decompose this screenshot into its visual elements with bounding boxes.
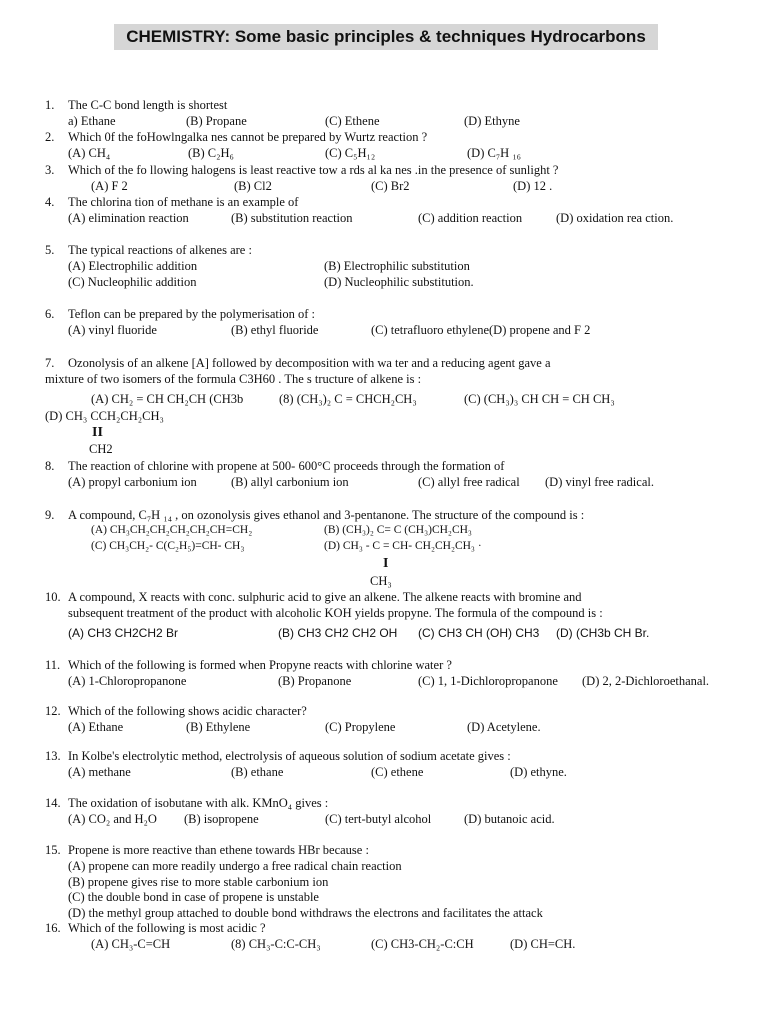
- q1-number: 1.: [45, 98, 55, 112]
- q8-number: 8.: [45, 459, 55, 473]
- q3-option-a: (A) F 2: [91, 179, 128, 193]
- q16-option-a: (A) CH₃-C=CH: [91, 937, 171, 951]
- q7-option-d: (D) CH₃ CCH₂CH₂CH₃: [45, 409, 164, 423]
- q9-option-b: (B) (CH₃)₂ C= C (CH₃)CH₂CH₃: [324, 524, 472, 536]
- q14-option-c: (C) tert-butyl alcohol: [325, 812, 432, 826]
- q12-option-b: (B) Ethylene: [186, 720, 251, 734]
- q3-option-c: (C) Br2: [371, 179, 410, 193]
- q8-text: The reaction of chlorine with propene at 500- 600°C proceeds through the formation of: [68, 459, 505, 473]
- q4-option-c: (C) addition reaction: [418, 211, 523, 225]
- q1-option-a: a) Ethane: [68, 114, 116, 128]
- q12-option-a: (A) Ethane: [68, 720, 124, 734]
- q11-option-a: (A) 1-Chloropropanone: [68, 674, 187, 688]
- q7-substituent: CH2: [89, 442, 113, 456]
- q10-option-c: (C) CH3 CH (OH) CH3: [418, 626, 540, 640]
- q14-number: 14.: [45, 796, 61, 810]
- q12-number: 12.: [45, 704, 61, 718]
- page-title: CHEMISTRY: Some basic principles & techniques Hydrocarbons: [114, 24, 658, 50]
- q7-double-bond-mark: II: [92, 425, 103, 440]
- q14-option-a: (A) CO₂ and H₂O: [68, 812, 157, 826]
- q6-option-a: (A) vinyl fluoride: [68, 323, 157, 337]
- q6-number: 6.: [45, 307, 55, 321]
- q2-option-c: (C) C₅H₁₂: [325, 146, 376, 160]
- q10-option-a: (A) CH3 CH2CH2 Br: [68, 626, 179, 640]
- q5-option-a: (A) Electrophilic addition: [68, 259, 198, 273]
- q16-number: 16.: [45, 921, 61, 935]
- q8-option-b: (B) allyl carbonium ion: [231, 475, 349, 489]
- q11-option-c: (C) 1, 1-Dichloropropanone: [418, 674, 558, 688]
- q9-option-d: (D) CH₃ - C = CH- CH₂CH₂CH₃ ·: [324, 540, 482, 552]
- q3-number: 3.: [45, 163, 55, 177]
- q12-option-d: (D) Acetylene.: [467, 720, 541, 734]
- q7-option-c: (C) (CH₃)₃ CH CH = CH CH₃: [464, 392, 615, 406]
- q9-text: A compound, C₇H ₁₄ , on ozonolysis gives ethanol and 3-pentanone. The structure of the compound is :: [68, 508, 585, 522]
- q5-number: 5.: [45, 243, 55, 257]
- q1-option-d: (D) Ethyne: [464, 114, 520, 128]
- q2-option-b: (B) C₂H₆: [188, 146, 234, 160]
- q15-option-c: (C) the double bond in case of propene is unstable: [68, 890, 319, 904]
- q7-text: Ozonolysis of an alkene [A] followed by decomposition with wa ter and a reducing agent gave a: [68, 356, 551, 370]
- q14-option-b: (B) isopropene: [184, 812, 259, 826]
- q15-text: Propene is more reactive than ethene towards HBr because :: [68, 843, 369, 857]
- q15-option-b: (B) propene gives rise to more stable carbonium ion: [68, 875, 329, 889]
- q7-text-continued: mixture of two isomers of the formula C3H60 . The s tructure of alkene is :: [45, 372, 422, 386]
- q8-option-c: (C) allyl free radical: [418, 475, 520, 489]
- q9-option-a: (A) CH₃CH₂CH₂CH₂CH₂CH=CH₂: [91, 524, 253, 536]
- q13-option-a: (A) methane: [68, 765, 131, 779]
- q11-text: Which of the following is formed when Propyne reacts with chlorine water ?: [68, 658, 452, 672]
- q4-option-b: (B) substitution reaction: [231, 211, 353, 225]
- q7-option-a: (A) CH₂ = CH CH₂CH (CH3b: [91, 392, 244, 406]
- q11-option-b: (B) Propanone: [278, 674, 352, 688]
- q6-text: Teflon can be prepared by the polymerisation of :: [68, 307, 315, 321]
- q5-text: The typical reactions of alkenes are :: [68, 243, 252, 257]
- q14-option-d: (D) butanoic acid.: [464, 812, 555, 826]
- q1-option-c: (C) Ethene: [325, 114, 380, 128]
- q14-text: The oxidation of isobutane with alk. KMnO₄ gives :: [68, 796, 329, 810]
- q5-option-b: (B) Electrophilic substitution: [324, 259, 470, 273]
- q2-text: Which 0f the foHowlngalka nes cannot be prepared by Wurtz reaction ?: [68, 130, 428, 144]
- q9-bond-mark: I: [383, 556, 389, 571]
- q7-number: 7.: [45, 356, 55, 370]
- q2-number: 2.: [45, 130, 55, 144]
- q12-text: Which of the following shows acidic character?: [68, 704, 307, 718]
- q10-option-d: (D) (CH3b CH Br.: [556, 626, 650, 640]
- q15-option-d: (D) the methyl group attached to double bond withdraws the electrons and facilitates the attack: [68, 906, 543, 920]
- q1-option-b: (B) Propane: [186, 114, 247, 128]
- q13-option-b: (B) ethane: [231, 765, 284, 779]
- q4-option-a: (A) elimination reaction: [68, 211, 189, 225]
- q13-option-d: (D) ethyne.: [510, 765, 567, 779]
- q9-option-c: (C) CH₃CH₂- C(C₂H₅)=CH- CH₃: [91, 540, 245, 552]
- q3-option-b: (B) Cl2: [234, 179, 272, 193]
- q1-text: The C-C bond length is shortest: [68, 98, 228, 112]
- q15-option-a: (A) propene can more readily undergo a free radical chain reaction: [68, 859, 402, 873]
- q10-text: A compound, X reacts with conc. sulphuric acid to give an alkene. The alkene reacts with bromine and: [68, 590, 582, 604]
- q16-option-c: (C) CH3-CH₂-C:CH: [371, 937, 474, 951]
- q10-number: 10.: [45, 590, 61, 604]
- q6-option-c: (C) tetrafluoro ethylene(D) propene and F 2: [371, 323, 591, 337]
- q3-text: Which of the fo llowing halogens is least reactive tow a rds al ka nes .in the presence of sunlight ?: [68, 163, 559, 177]
- q2-option-d: (D) C₇H ₁₆: [467, 146, 522, 160]
- q13-option-c: (C) ethene: [371, 765, 424, 779]
- q9-substituent: CH₃: [370, 574, 392, 588]
- q10-text-continued: subsequent treatment of the product with alcoholic KOH yields propyne. The formula of the compound is :: [68, 606, 603, 620]
- q11-option-d: (D) 2, 2-Dichloroethanal.: [582, 674, 710, 688]
- q8-option-d: (D) vinyl free radical.: [545, 475, 654, 489]
- q12-option-c: (C) Propylene: [325, 720, 396, 734]
- q13-number: 13.: [45, 749, 61, 763]
- q10-option-b: (B) CH3 CH2 CH2 OH: [278, 626, 398, 640]
- q16-text: Which of the following is most acidic ?: [68, 921, 266, 935]
- q4-number: 4.: [45, 195, 55, 209]
- q7-option-b: (8) (CH₃)₂ C = CHCH₂CH₃: [279, 392, 417, 406]
- q9-number: 9.: [45, 508, 55, 522]
- q6-option-b: (B) ethyl fluoride: [231, 323, 319, 337]
- q16-option-b: (8) CH₃-C:C-CH₃: [231, 937, 321, 951]
- q5-option-c: (C) Nucleophilic addition: [68, 275, 197, 289]
- q16-option-d: (D) CH=CH.: [510, 937, 576, 951]
- q11-number: 11.: [45, 658, 61, 672]
- q13-text: In Kolbe's electrolytic method, electrolysis of aqueous solution of sodium acetate gives :: [68, 749, 511, 763]
- q5-option-d: (D) Nucleophilic substitution.: [324, 275, 474, 289]
- q8-option-a: (A) propyl carbonium ion: [68, 475, 197, 489]
- q15-number: 15.: [45, 843, 61, 857]
- q2-option-a: (A) CH₄: [68, 146, 111, 160]
- q4-option-d: (D) oxidation rea ction.: [556, 211, 674, 225]
- q3-option-d: (D) 12 .: [513, 179, 553, 193]
- q4-text: The chlorina tion of methane is an example of: [68, 195, 299, 209]
